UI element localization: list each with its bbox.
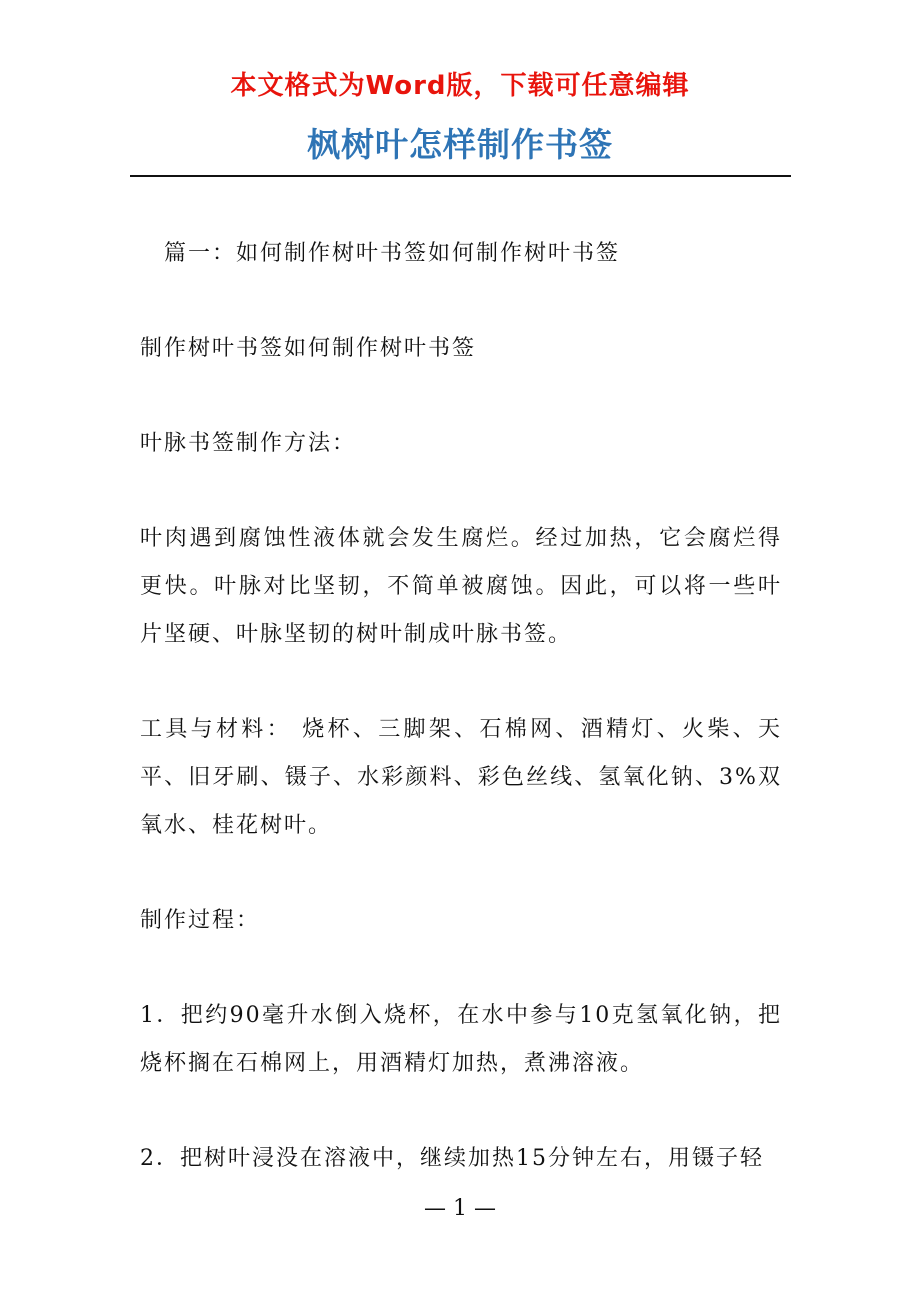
paragraph-section-heading: 篇一：如何制作树叶书签如何制作树叶书签 bbox=[164, 241, 621, 266]
page-number: — 1 — bbox=[424, 1196, 496, 1221]
paragraph-step-2: 2．把树叶浸没在溶液中，继续加热15分钟左右，用镊子轻 bbox=[140, 1146, 764, 1171]
paragraph-materials: 工具与材料： 烧杯、三脚架、石棉网、酒精灯、火柴、天平、旧牙刷、镊子、水彩颜料、彩色丝线、氢氧化钠、3%双氧水、桂花树叶。 bbox=[140, 717, 782, 838]
document-title: 枫树叶怎样制作书签 bbox=[307, 125, 613, 164]
paragraph-process-heading: 制作过程： bbox=[140, 908, 261, 933]
paragraph-method-heading: 叶脉书签制作方法： bbox=[140, 431, 357, 456]
paragraph-principle: 叶肉遇到腐蚀性液体就会发生腐烂。经过加热，它会腐烂得更快。叶脉对比坚韧，不简单被腐蚀。因此，可以将一些叶片坚硬、叶脉坚韧的树叶制成叶脉书签。 bbox=[140, 526, 782, 647]
document-body bbox=[140, 230, 782, 1230]
paragraph-step-1: 1．把约90毫升水倒入烧杯，在水中参与10克氢氧化钠，把烧杯搁在石棉网上，用酒精灯加热，煮沸溶液。 bbox=[140, 1003, 782, 1076]
paragraph-subtitle: 制作树叶书签如何制作树叶书签 bbox=[140, 336, 477, 361]
format-banner: 本文格式为Word版，下载可任意编辑 bbox=[230, 71, 690, 101]
title-divider bbox=[130, 175, 791, 177]
